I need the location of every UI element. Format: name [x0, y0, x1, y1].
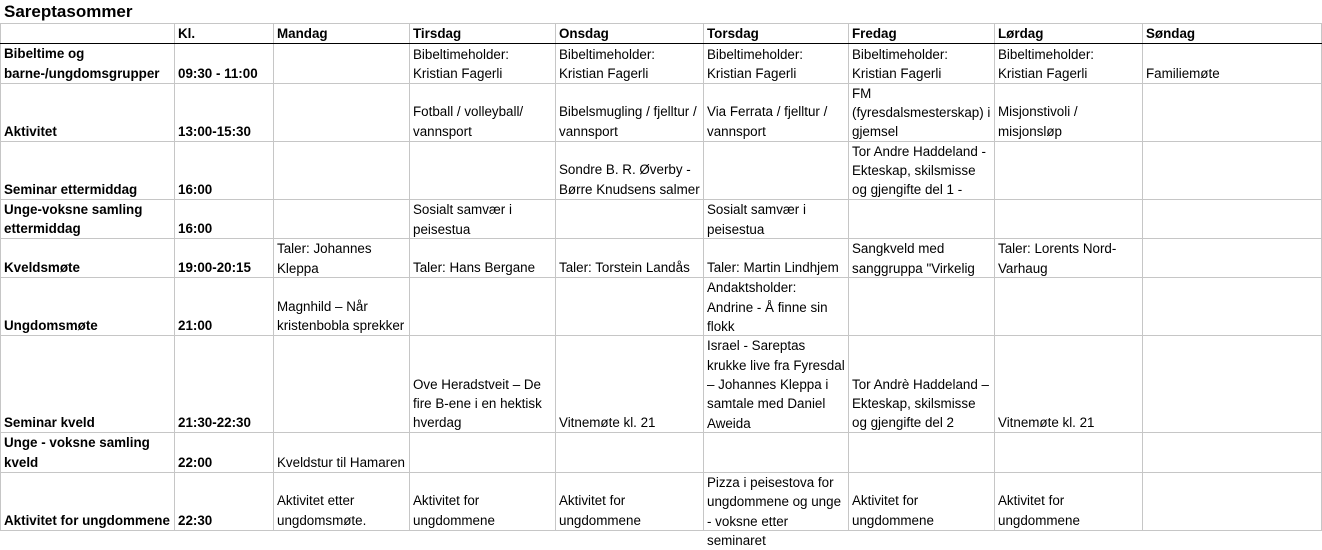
header-cell-mandag[interactable]: Mandag [274, 24, 410, 44]
cell-text: Tor Andrè Haddeland – Ekteskap, skilsmisse og gjengifte del 2 [852, 376, 989, 431]
cell-text: Aktivitet for ungdommene [559, 493, 641, 528]
cell-text: Bibeltimeholder: Kristian Fagerli [707, 46, 804, 82]
cell-onsdag[interactable] [556, 44, 704, 84]
cell-mandag[interactable] [274, 433, 410, 473]
header-cell[interactable] [1, 24, 175, 44]
cell-lordag[interactable] [995, 433, 1143, 473]
cell-mandag[interactable] [274, 473, 410, 531]
header-cell-kl[interactable]: Kl. [175, 24, 274, 44]
cell-sondag[interactable] [1143, 336, 1322, 433]
cell-torsdag[interactable] [704, 141, 849, 199]
table-row [1, 239, 1322, 278]
cell-torsdag[interactable] [704, 433, 849, 473]
cell-text: FM (fyresdalsmesterskap) i gjemsel [852, 85, 991, 140]
header-cell-lordag[interactable]: Lørdag [995, 24, 1143, 44]
time-cell[interactable]: 13:00-15:30 [175, 83, 274, 141]
cell-lordag[interactable] [995, 239, 1143, 278]
cell-torsdag[interactable] [704, 83, 849, 141]
row-label-cell[interactable]: Unge - voksne samling kveld [1, 433, 175, 473]
cell-sondag[interactable] [1143, 473, 1322, 531]
row-label-cell[interactable]: Seminar ettermiddag [1, 141, 175, 199]
cell-onsdag[interactable] [556, 278, 704, 336]
cell-sondag[interactable] [1143, 433, 1322, 473]
cell-tirsdag[interactable] [410, 199, 556, 239]
cell-text: Aktivitet for ungdommene [998, 493, 1080, 528]
cell-text: Taler: Hans Bergane [413, 260, 536, 276]
cell-fredag[interactable] [849, 199, 995, 239]
cell-text: Taler: Johannes Kleppa [277, 241, 372, 276]
cell-lordag[interactable] [995, 44, 1143, 84]
cell-fredag[interactable] [849, 336, 995, 433]
time-cell[interactable]: 16:00 [175, 199, 274, 239]
cell-text: Andaktsholder: Andrine - Å finne sin flokk [707, 280, 828, 335]
cell-fredag[interactable] [849, 433, 995, 473]
cell-fredag[interactable] [849, 83, 995, 141]
row-label-cell[interactable]: Ungdomsmøte [1, 278, 175, 336]
cell-onsdag[interactable] [556, 433, 704, 473]
cell-text: Sondre B. R. Øverby - Børre Knudsens salmer [559, 162, 700, 197]
cell-onsdag[interactable] [556, 199, 704, 239]
cell-lordag[interactable] [995, 141, 1143, 199]
cell-text: Misjonstivoli / misjonsløp [998, 104, 1078, 139]
cell-fredag[interactable] [849, 473, 995, 531]
cell-torsdag[interactable] [704, 239, 849, 278]
cell-tirsdag[interactable] [410, 239, 556, 278]
cell-text: Ove Heradstveit – De fire B-ene i en hektisk hverdag [413, 376, 542, 431]
header-row [1, 24, 1322, 44]
cell-sondag[interactable] [1143, 44, 1322, 84]
cell-onsdag[interactable] [556, 83, 704, 141]
cell-sondag[interactable] [1143, 278, 1322, 336]
row-label-cell[interactable]: Kveldsmøte [1, 239, 175, 278]
cell-text: Aktivitet for ungdommene [413, 493, 495, 528]
cell-text: Taler: Torstein Landås [559, 260, 690, 276]
cell-tirsdag[interactable] [410, 336, 556, 433]
cell-onsdag[interactable] [556, 473, 704, 531]
cell-tirsdag[interactable] [410, 433, 556, 473]
cell-text: Sosialt samvær i peisestua [707, 202, 806, 237]
cell-mandag[interactable] [274, 83, 410, 141]
cell-lordag[interactable] [995, 83, 1143, 141]
time-cell[interactable]: 19:00-20:15 [175, 239, 274, 278]
cell-text: Sosialt samvær i peisestua [413, 202, 512, 237]
cell-text: Taler: Lorents Nord-Varhaug [998, 241, 1117, 276]
cell-mandag[interactable] [274, 199, 410, 239]
time-cell[interactable]: 22:30 [175, 473, 274, 531]
cell-text: Kveldstur til Hamaren [277, 454, 406, 470]
cell-text: Vitnemøte kl. 21 [559, 415, 656, 431]
header-cell-tirsdag[interactable]: Tirsdag [410, 24, 556, 44]
cell-tirsdag[interactable] [410, 141, 556, 199]
cell-onsdag[interactable] [556, 336, 704, 433]
cell-lordag[interactable] [995, 473, 1143, 531]
cell-text: Bibeltimeholder: Kristian Fagerli [413, 46, 510, 82]
time-cell[interactable]: 22:00 [175, 433, 274, 473]
cell-text: Bibeltimeholder: Kristian Fagerli [998, 46, 1095, 82]
cell-torsdag[interactable] [704, 278, 849, 336]
cell-text: Taler: Martin Lindhjem [707, 260, 839, 276]
cell-mandag[interactable] [274, 278, 410, 336]
header-cell-fredag[interactable]: Fredag [849, 24, 995, 44]
cell-text: Aktivitet etter ungdomsmøte. [277, 493, 367, 528]
cell-lordag[interactable] [995, 336, 1143, 433]
time-cell[interactable]: 09:30 - 11:00 [175, 44, 274, 84]
row-label-cell[interactable]: Aktivitet for ungdommene [1, 473, 175, 531]
cell-torsdag[interactable] [704, 44, 849, 84]
cell-fredag[interactable] [849, 278, 995, 336]
cell-tirsdag[interactable] [410, 278, 556, 336]
cell-onsdag[interactable] [556, 239, 704, 278]
cell-lordag[interactable] [995, 278, 1143, 336]
cell-text: Magnhild – Når kristenbobla sprekker [277, 298, 405, 334]
cell-torsdag[interactable] [704, 473, 849, 548]
header-cell-sondag[interactable]: Søndag [1143, 24, 1322, 44]
time-cell[interactable]: 21:00 [175, 278, 274, 336]
cell-fredag[interactable] [849, 44, 995, 84]
cell-lordag[interactable] [995, 199, 1143, 239]
cell-text: Israel - Sareptas krukke live fra Fyresdal – Johannes Kleppa i samtale med Daniel Aweida [707, 338, 845, 431]
cell-mandag[interactable] [274, 44, 410, 84]
cell-text: Via Ferrata / fjelltur / vannsport [707, 104, 828, 139]
cell-mandag[interactable] [274, 336, 410, 433]
cell-sondag[interactable] [1143, 83, 1322, 141]
cell-text: Sangkveld med sanggruppa "Virkelig [852, 241, 975, 276]
row-label-cell[interactable]: Seminar kveld [1, 336, 175, 433]
cell-fredag[interactable] [849, 141, 995, 199]
header-cell-torsdag[interactable]: Torsdag [704, 24, 849, 44]
table-row [1, 336, 1322, 433]
sheet-title[interactable]: Sareptasommer [4, 2, 133, 21]
cell-mandag[interactable] [274, 141, 410, 199]
table-row [1, 278, 1322, 336]
row-label-cell[interactable]: Bibeltime og barne-/ungdomsgrupper [1, 44, 175, 84]
table-row [1, 44, 1322, 84]
header-cell-onsdag[interactable]: Onsdag [556, 24, 704, 44]
cell-onsdag[interactable] [556, 141, 704, 199]
cell-text: Familiemøte [1146, 65, 1220, 81]
cell-text: Bibeltimeholder: Kristian Fagerli [559, 46, 656, 82]
cell-text: Vitnemøte kl. 21 [998, 415, 1095, 431]
cell-text: Bibelsmugling / fjelltur / vannsport [559, 104, 697, 139]
cell-torsdag[interactable] [704, 199, 849, 239]
table-row [1, 199, 1322, 239]
table-row [1, 473, 1322, 531]
cell-sondag[interactable] [1143, 239, 1322, 278]
schedule-table [0, 23, 1322, 548]
cell-tirsdag[interactable] [410, 83, 556, 141]
table-row [1, 141, 1322, 199]
cell-sondag[interactable] [1143, 199, 1322, 239]
cell-tirsdag[interactable] [410, 44, 556, 84]
table-row [1, 83, 1322, 141]
table-row [1, 433, 1322, 473]
cell-text: Tor Andre Haddeland - Ekteskap, skilsmisse og gjengifte del 1 - [852, 143, 986, 198]
cell-text: Bibeltimeholder: Kristian Fagerli [852, 46, 949, 82]
cell-text: Fotball / volleyball/ vannsport [413, 104, 524, 139]
row-label-cell[interactable]: Unge-voksne samling ettermiddag [1, 199, 175, 239]
cell-fredag[interactable] [849, 239, 995, 278]
time-cell[interactable]: 16:00 [175, 141, 274, 199]
cell-text: Pizza i peisestova for ungdommene og unge - voksne etter seminaret [707, 475, 842, 548]
row-label-cell[interactable]: Aktivitet [1, 83, 175, 141]
cell-sondag[interactable] [1143, 141, 1322, 199]
cell-mandag[interactable] [274, 239, 410, 278]
cell-torsdag[interactable] [704, 336, 849, 433]
cell-text: Aktivitet for ungdommene [852, 493, 934, 528]
cell-tirsdag[interactable] [410, 473, 556, 531]
time-cell[interactable]: 21:30-22:30 [175, 336, 274, 433]
